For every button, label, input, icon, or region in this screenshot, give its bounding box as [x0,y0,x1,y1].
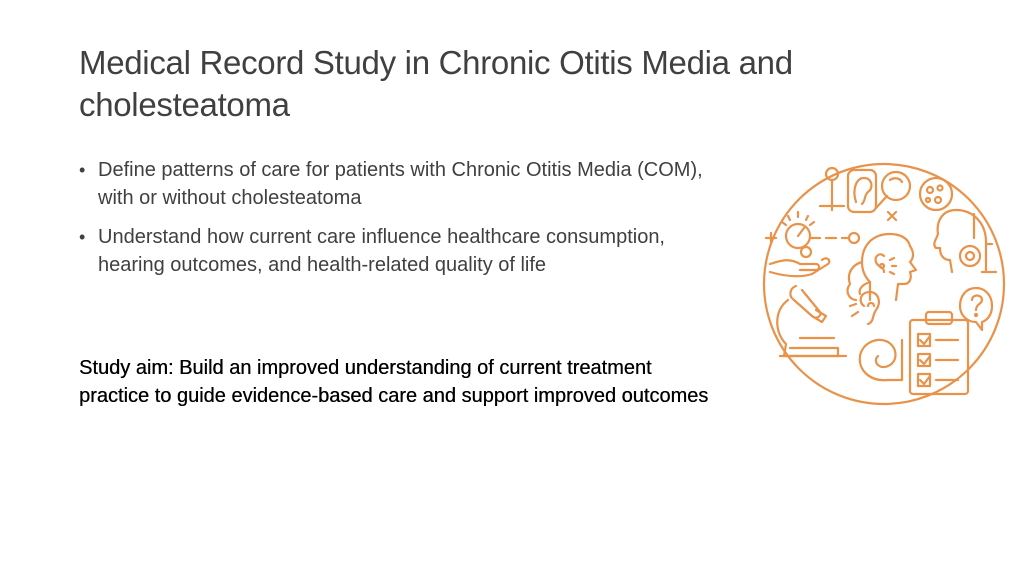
question-bubble-icon [960,288,992,330]
headphones-icon [934,210,996,272]
head-profile-icon [848,234,916,300]
study-aim: Study aim: Build an improved understanding of current treatment practice to guide evidence-based care and support improved outcomes [79,357,709,407]
ear-icon [848,170,876,212]
illustration-svg [760,160,1008,408]
bullet-text: Understand how current care influence healthcare consumption, hearing outcomes, and health-related quality of life [98,226,665,276]
bullet-dot: • [79,227,86,247]
bullet-item [79,156,719,212]
spiral-icon [860,340,902,380]
cross-mark-icon [888,212,896,220]
ear-detail-icon [850,292,879,324]
magnifier-icon [876,172,910,208]
bullet-text: Define patterns of care for patients with Chronic Otitis Media (COM), with or without cholesteatoma [98,159,703,209]
healthcare-illustration [760,160,1008,408]
microscope-icon [777,286,846,356]
pin-icon [820,168,844,210]
checklist-icon [910,312,968,394]
bullet-item [79,223,719,279]
slide-title: Medical Record Study in Chronic Otitis Media and cholesteatoma [79,44,793,123]
bullet-list [79,156,719,290]
gauge-icon [766,212,859,248]
bullet-dot: • [79,160,86,180]
hand-icon [770,247,829,276]
microbe-icon [920,178,952,210]
